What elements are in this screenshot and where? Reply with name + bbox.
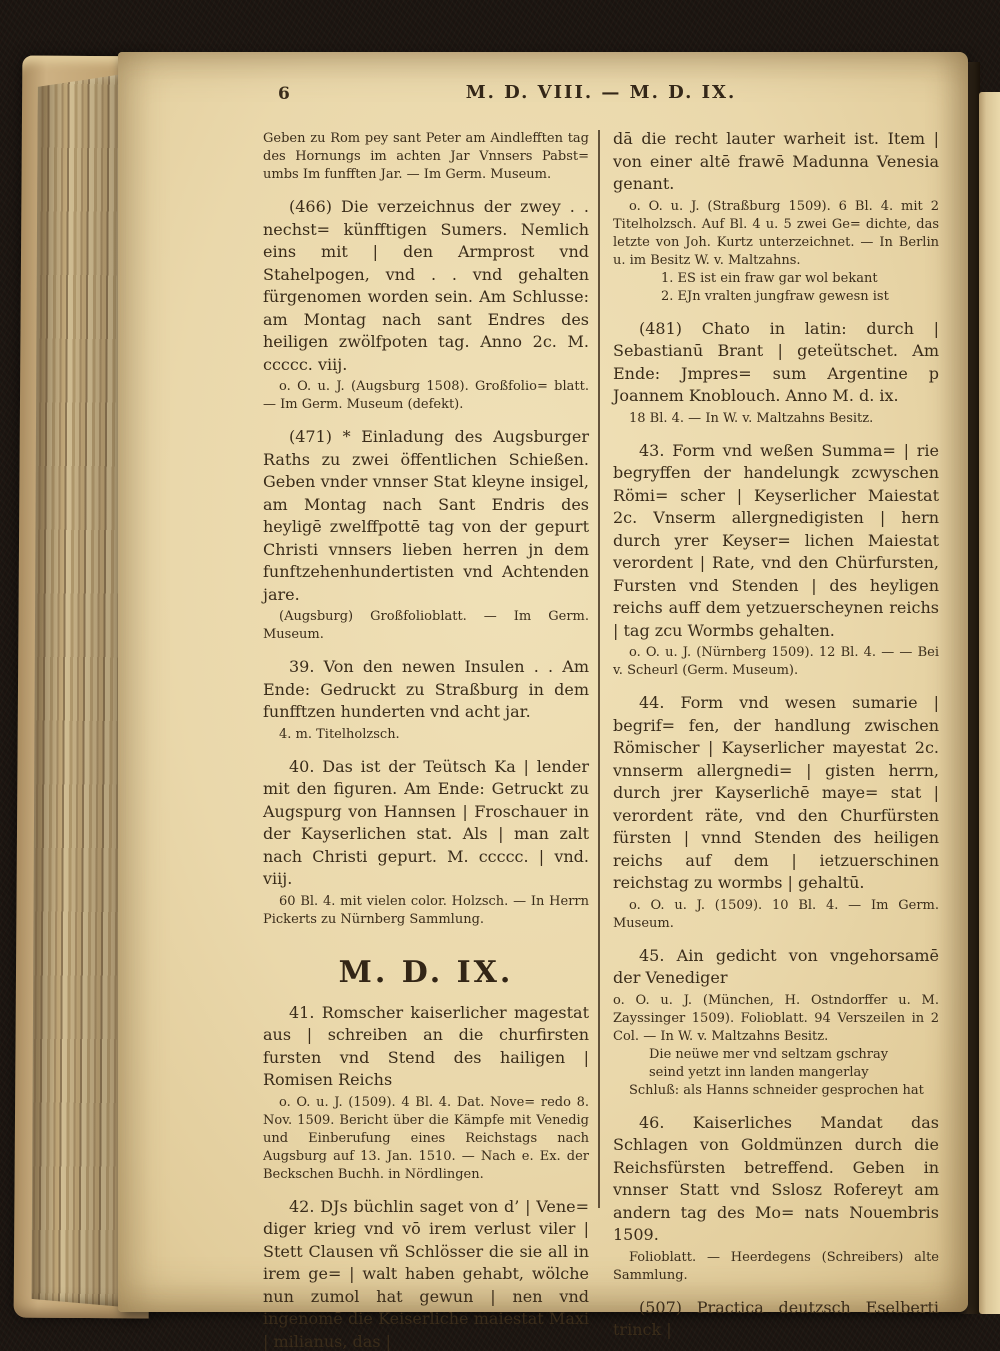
entry-44-note: o. O. u. J. (1509). 10 Bl. 4. — Im Germ. Museum. xyxy=(613,897,939,931)
entry-39-body: 39. Von den newen Insulen . . Am Ende: Gedruckt zu Straßburg in dem funfftzen hunderten vnd acht jar. xyxy=(263,657,589,721)
entry-44 xyxy=(613,692,939,933)
book-page xyxy=(118,52,968,1351)
entry-44-body: 44. Form vnd wesen sumarie | begrif= fen, der handlung zwischen Römischer | Kayserlicher mayestat 2c. vnnserm allergnedi= | gisten herrn, durch jrer Kayserlichē maye= stat | verordent räte, vnd den Churfürsten fürsten | vnnd Stenden des heiligen reichs auf dem | ietzuerschinen reichstag zu wormbs | gehaltū. xyxy=(613,693,939,892)
continued-verse-2: 2. EJn vralten jungfraw gewesn ist xyxy=(661,288,889,304)
entry-40 xyxy=(263,756,589,929)
left-column xyxy=(263,128,589,1351)
entry-42 xyxy=(263,1196,589,1351)
entry-471-body: (471) * Einladung des Augsburger Raths zu zwei öffentlichen Schießen. Geben vnder vnnser Stat kleyne insigel, am Montag nach Sant Endris des heyligē zwelffpottē tag von der gepurt Christi vnnsers lieben herren jn dem funftzehenhundertisten vnd Achtenden jare. xyxy=(263,427,589,604)
entry-481-body: (481) Chato in latin: durch | Sebastianū Brant | geteütschet. Am Ende: Jmpres= sum Argentine p Joannem Knoblouch. Anno M. d. ix. xyxy=(613,318,939,405)
section-heading-mdix: M. D. IX. xyxy=(338,954,514,990)
page-number: 6 xyxy=(278,84,291,104)
entry-46-body: 46. Kaiserliches Mandat das Schlagen von Goldmünzen durch die Reichsfürsten betreffend. Geben in vnnser Statt vnd Sslosz Rofereyt am andern tag des Mo= nats Nouembris 1509. xyxy=(613,1112,939,1244)
entry-466-body: (466) Die verzeichnus der zwey . . nechst= künfftigen Sumers. Nemlich eins mit | den Armprost vnd Stahelpogen, vnd . . vnd gehalten fürgenomen worden sein. Am Schlusse: am Montag nach sant Endres des heiligen zwölfpoten tag. Anno 2c. M. ccccc. viij. xyxy=(263,197,589,374)
entry-507 xyxy=(613,1297,939,1342)
entry-471 xyxy=(263,426,589,644)
continued-body: dā die recht lauter warheit ist. Item | von einer altē frawē Madunna Venesia genant. xyxy=(613,129,939,193)
entry-45-note: o. O. u. J. (München, H. Ostndorffer u. M. Zayssinger 1509). Folioblatt. 94 Verszeilen in 2 Col. — In W. v. Maltzahns Besitz. xyxy=(613,992,939,1044)
entry-481-note: 18 Bl. 4. — In W. v. Maltzahns Besitz. xyxy=(629,410,874,426)
right-column xyxy=(613,128,939,1351)
entry-45-verse-1: Die neüwe mer vnd seltzam gschray xyxy=(649,1046,889,1062)
running-header: M. D. VIII. — M. D. IX. xyxy=(465,82,737,103)
entry-45-verse-2: seind yetzt inn landen mangerlay xyxy=(649,1064,869,1080)
entry-41-note: o. O. u. J. (1509). 4 Bl. 4. Dat. Nove= redo 8. Nov. 1509. Bericht über die Kämpfe mit Venedig und Einberufung eines Reichstags nach Augsburg auf 13. Jan. 1510. — Nach e. Ex. der Beckschen Buchh. in Nördlingen. xyxy=(263,1094,589,1182)
entry-45 xyxy=(613,945,939,1100)
entry-43-note: o. O. u. J. (Nürnberg 1509). 12 Bl. 4. — — Bei v. Scheurl (Germ. Museum). xyxy=(613,645,939,678)
entry-466-note: o. O. u. J. (Augsburg 1508). Großfolio= blatt. — Im Germ. Museum (defekt). xyxy=(263,379,589,412)
entry-42-body: 42. DJs büchlin saget von d’ | Vene= diger krieg vnd vō irem verlust viler | Stett Clausen vñ Schlösser die sie all in irem ge= | walt haben gehabt, wölche nun zumol hat gewun | nen vnd ingenomē die Keiserliche maiestat Maxi | milianus, das | xyxy=(263,1196,589,1351)
entry-41 xyxy=(263,1002,589,1184)
entry-507-body: (507) Practica deutzsch Eselberti trinck | xyxy=(613,1297,939,1339)
entry-continued xyxy=(613,128,939,306)
text-columns xyxy=(263,128,939,1351)
entry-471-note: (Augsburg) Großfolioblatt. — Im Germ. Museum. xyxy=(263,609,589,642)
entry-43-body: 43. Form vnd weßen Summa= | rie begryffen der handelungk zcwyschen Römi= scher | Keyserlicher Maiestat 2c. Vnserm allergnedigisten | hern durch yrer Keyser= lichen Maiestat verordent | Rate, vnd den Chürfursten, Fursten vnd Stenden | des heyligen reichs auff dem yetzuerscheynen reichs | tag zcu Wormbs gehalten. xyxy=(613,440,939,640)
entry-41-body: 41. Romscher kaiserlicher magestat aus | schreiben an die churfirsten fursten vnd Stend des hailigen | Romisen Reichs xyxy=(263,1002,589,1089)
entry-39 xyxy=(263,656,589,744)
continued-verse-1: 1. ES ist ein fraw gar wol bekant xyxy=(661,270,878,286)
entry-43 xyxy=(613,440,939,681)
entry-39-note: 4. m. Titelholzsch. xyxy=(279,726,400,742)
entry-481 xyxy=(613,318,939,428)
facing-page-sliver xyxy=(979,92,1000,1314)
entry-45-body: 45. Ain gedicht von vngehorsamē der Venediger xyxy=(613,945,939,987)
entry-46-note: Folioblatt. — Heerdegens (Schreibers) alte Sammlung. xyxy=(613,1249,939,1283)
entry-46 xyxy=(613,1112,939,1285)
entry-466 xyxy=(263,196,589,414)
entry-40-note: 60 Bl. 4. mit vielen color. Holzsch. — In Herrn Pickerts zu Nürnberg Sammlung. xyxy=(263,893,589,927)
continued-note: Geben zu Rom pey sant Peter am Aindlefften tag des Hornungs im achten Jar Vnnsers Pabst= umbs Im funfften Jar. — Im Germ. Museum. xyxy=(263,131,589,182)
entry-45-verse-3: Schluß: als Hanns schneider gesprochen hat xyxy=(629,1082,924,1098)
continued-note-colophon: o. O. u. J. (Straßburg 1509). 6 Bl. 4. mit 2 Titelholzsch. Auf Bl. 4 u. 5 zwei Ge= dichte, das letzte von Joh. Kurtz unterzeichnet. — In Berlin u. im Besitz W. v. Maltzahns. xyxy=(613,198,939,268)
entry-40-body: 40. Das ist der Teütsch Ka | lender mit den figuren. Am Ende: Getruckt zu Augspurg von Hannsen | Froschauer in der Kayserlichen stat. Als | man zalt nach Christi gepurt. M. ccccc. | vnd. viij. xyxy=(263,756,589,888)
